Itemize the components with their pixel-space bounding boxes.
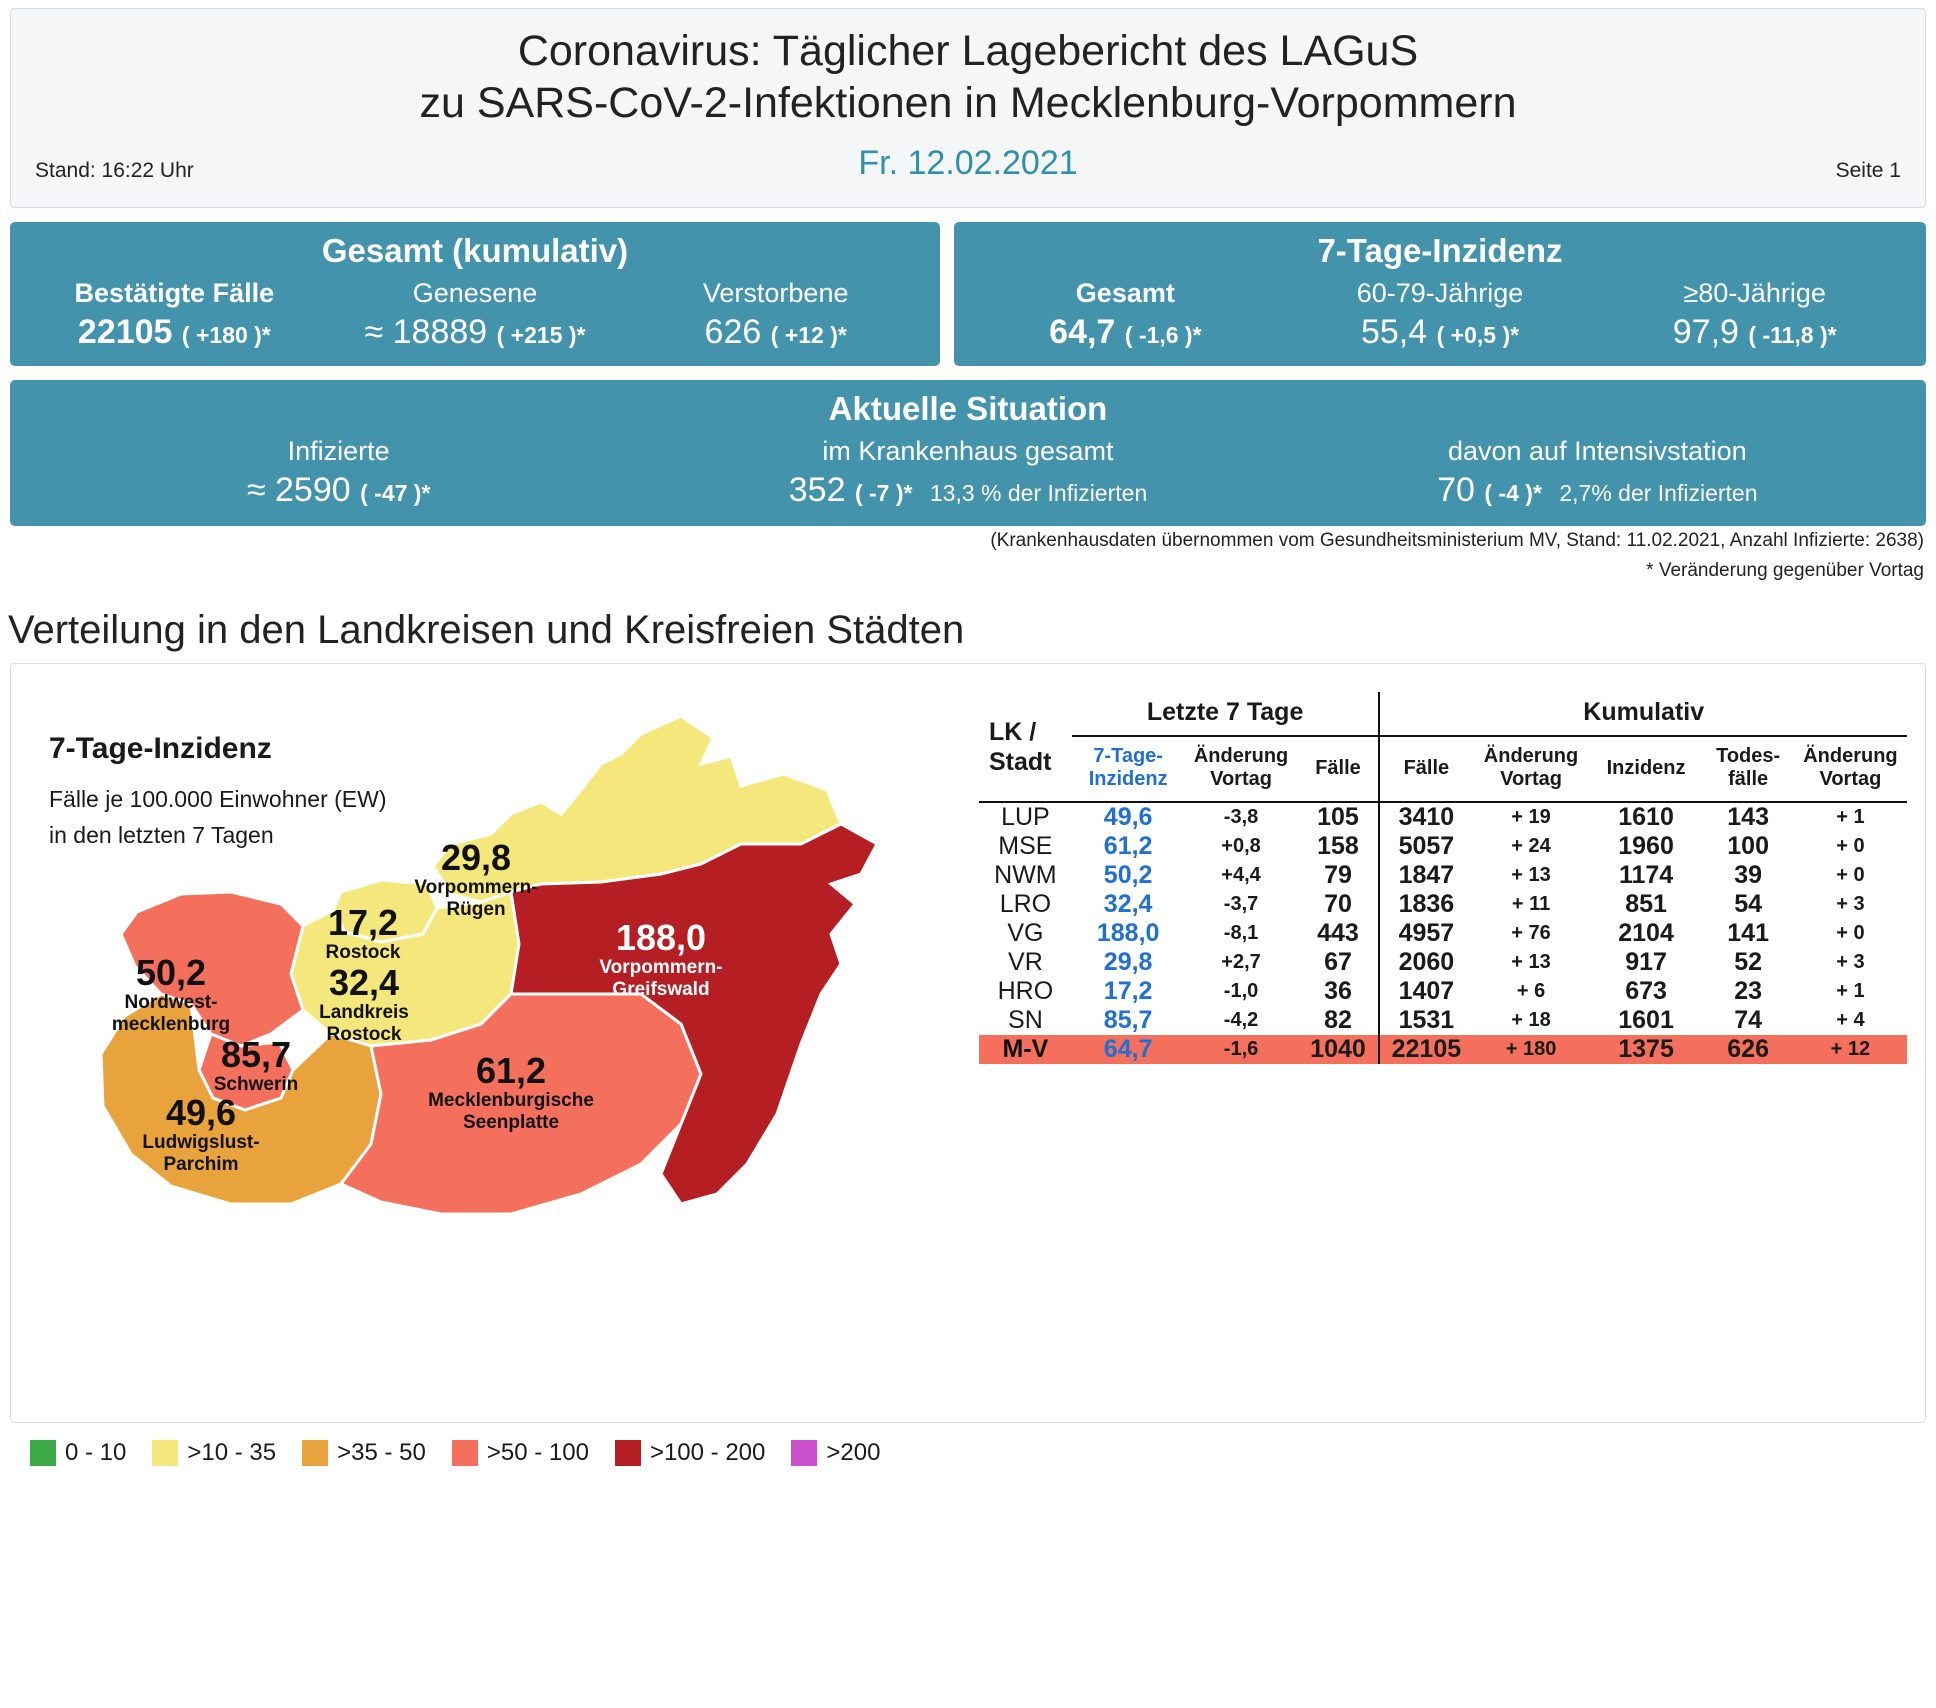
inzidenz-60-79-value <box>1283 313 1598 352</box>
cell-chg7-total: -1,6 <box>1185 1035 1298 1064</box>
page-number: Seite 1 <box>1835 158 1901 182</box>
map-legend-sub-line2: in den letzten 7 Tagen <box>49 821 274 848</box>
cell-tod: 52 <box>1734 948 1763 976</box>
map-value-ludwigslust-parchim: 49,6 <box>165 1092 237 1133</box>
report-header <box>10 8 1926 208</box>
cell-tod-chg: + 4 <box>1836 1009 1865 1031</box>
map-name-nordwestmecklenburg-2: mecklenburg <box>111 1013 231 1035</box>
situation-infizierte-delta: ( -47 )* <box>360 480 431 506</box>
table-row[interactable] <box>979 832 1907 861</box>
map-name-vorpommern-greifswald-1: Vorpommern- <box>599 956 723 978</box>
situation-infizierte <box>24 436 653 510</box>
col-header-aenderung-vortag-7t: Änderung Vortag <box>1185 736 1298 802</box>
legend-swatch-200plus <box>791 1440 817 1466</box>
map-legend-title: 7-Tage-Inzidenz <box>49 732 272 765</box>
cell-inz7: 50,2 <box>1103 861 1153 889</box>
cell-tod: 23 <box>1734 977 1763 1005</box>
situation-intensiv-pct: 2,7% der Infizierten <box>1559 480 1758 506</box>
inzidenz-60-79-label: 60-79-Jährige <box>1356 278 1524 308</box>
cell-tod: 74 <box>1734 1006 1763 1034</box>
gesamt-bestaetigte-number: 22105 <box>77 313 173 351</box>
legend-swatch-10-35 <box>152 1440 178 1466</box>
cell-chg7: -8,1 <box>1223 922 1259 944</box>
inzidenz-columns <box>968 278 1912 352</box>
col-header-lk-line1: LK / <box>989 717 1037 746</box>
cell-lk: VR <box>1008 948 1043 976</box>
legend-label-35-50: >35 - 50 <box>337 1439 426 1466</box>
situation-krankenhaus-value <box>653 471 1282 510</box>
col-header-faelle-kumulativ: Fälle <box>1379 736 1472 802</box>
map-value-rostock: 17,2 <box>327 902 399 943</box>
situation-infizierte-value <box>24 471 653 510</box>
cell-lk-total: M-V <box>979 1035 1072 1064</box>
inzidenz-80plus-number: 97,9 <box>1672 313 1739 351</box>
cell-inz: 673 <box>1625 977 1667 1005</box>
cell-chg7: +0,8 <box>1221 835 1261 857</box>
group-header-letzte-7-tage: Letzte 7 Tage <box>1072 692 1380 736</box>
distribution-panel <box>10 663 1926 1423</box>
cell-inz-total: 1375 <box>1590 1035 1703 1064</box>
inzidenz-gesamt <box>968 278 1283 352</box>
situation-intensiv <box>1283 436 1912 510</box>
col-header-lk-line2: Stadt <box>989 747 1052 776</box>
gesamt-genesene-label: Genesene <box>412 278 538 308</box>
cell-faelle7-total: 1040 <box>1298 1035 1380 1064</box>
map-name-mse-1: Mecklenburgische <box>428 1089 594 1111</box>
cell-faelle7: 443 <box>1298 919 1380 948</box>
cell-inz: 851 <box>1625 890 1667 918</box>
cell-inz: 1174 <box>1618 861 1674 889</box>
col-header-aenderung-vortag-kum: Änderung Vortag <box>1472 736 1589 802</box>
legend-item-35-50 <box>302 1439 426 1467</box>
cell-lk: VG <box>1007 919 1044 947</box>
gesamt-kumulativ-box <box>10 222 940 366</box>
map-value-mecklenburgische-seenplatte: 61,2 <box>475 1050 547 1091</box>
legend-swatch-35-50 <box>302 1440 328 1466</box>
map-name-vorpommern-ruegen-1: Vorpommern- <box>414 876 538 898</box>
cell-tod-chg: + 0 <box>1836 922 1865 944</box>
gesamt-bestaetigte-value <box>24 313 325 352</box>
cell-inz7: 49,6 <box>1103 803 1153 831</box>
table-row[interactable] <box>979 802 1907 832</box>
cell-tod-chg: + 1 <box>1836 806 1865 828</box>
legend-swatch-100-200 <box>615 1440 641 1466</box>
legend-label-200plus: >200 <box>826 1439 881 1466</box>
legend-swatch-0-10 <box>30 1440 56 1466</box>
cell-tod: 141 <box>1727 919 1769 947</box>
cell-faelle7: 158 <box>1298 832 1380 861</box>
cell-inz: 1610 <box>1618 803 1674 831</box>
map-area <box>11 664 971 1422</box>
page-title <box>35 25 1901 130</box>
situation-krankenhaus-delta: ( -7 )* <box>854 480 913 506</box>
map-name-lup-2: Parchim <box>163 1153 239 1175</box>
map-name-vorpommern-ruegen-2: Rügen <box>446 898 506 920</box>
map-name-lup-1: Ludwigslust- <box>142 1131 260 1153</box>
kreise-table-area <box>971 664 1925 1422</box>
cell-chg: + 24 <box>1511 835 1551 857</box>
map-value-nordwestmecklenburg: 50,2 <box>135 952 207 993</box>
inzidenz-60-79 <box>1283 278 1598 352</box>
legend-label-50-100: >50 - 100 <box>486 1439 589 1466</box>
gesamt-genesene-number: ≈ 18889 <box>364 313 488 351</box>
inzidenz-80plus-value <box>1597 313 1912 352</box>
table-row[interactable] <box>979 890 1907 919</box>
page-title-line2: zu SARS-CoV-2-Infektionen in Mecklenburg-Vorpommern <box>419 79 1517 128</box>
group-header-kumulativ: Kumulativ <box>1379 692 1907 736</box>
legend-swatch-50-100 <box>452 1440 478 1466</box>
cell-lk: MSE <box>998 832 1053 860</box>
situation-columns <box>24 436 1912 510</box>
inzidenz-60-79-delta: ( +0,5 )* <box>1436 322 1520 348</box>
cell-faelle7: 67 <box>1298 948 1380 977</box>
cell-lk: HRO <box>997 977 1054 1005</box>
inzidenz-gesamt-delta: ( -1,6 )* <box>1124 322 1202 348</box>
gesamt-verstorbene-value <box>625 313 926 352</box>
cell-chg: + 19 <box>1511 806 1551 828</box>
col-header-lk-stadt <box>979 692 1072 802</box>
cell-chg7: -3,8 <box>1223 806 1259 828</box>
star-footnote: * Veränderung gegenüber Vortag <box>1646 560 1924 581</box>
section-title: Verteilung in den Landkreisen und Kreisfreien Städten <box>8 608 965 652</box>
legend-item-10-35 <box>152 1439 276 1467</box>
cell-lk: LUP <box>1001 803 1050 831</box>
cell-lk: SN <box>1008 1006 1043 1034</box>
map-value-landkreis-rostock: 32,4 <box>328 962 400 1003</box>
cell-tod: 100 <box>1727 832 1769 860</box>
situation-intensiv-delta: ( -4 )* <box>1484 480 1542 506</box>
map-name-mse-2: Seenplatte <box>462 1111 560 1133</box>
page-title-line1: Coronavirus: Täglicher Lagebericht des LAGuS <box>517 27 1419 75</box>
cell-chg-total: + 180 <box>1472 1035 1589 1064</box>
cell-inz7: 61,2 <box>1103 832 1153 860</box>
incidence-legend <box>30 1439 1936 1467</box>
col-header-todesfaelle: Todes- fälle <box>1702 736 1793 802</box>
cell-tod-chg: + 1 <box>1836 980 1865 1002</box>
cell-chg: + 13 <box>1511 864 1551 886</box>
cell-faelle7: 36 <box>1298 977 1380 1006</box>
map-value-vorpommern-ruegen: 29,8 <box>440 837 512 878</box>
gesamt-bestaetigte-faelle <box>24 278 325 352</box>
gesamt-bestaetigte-delta: ( +180 )* <box>181 322 271 348</box>
table-row[interactable] <box>979 861 1907 890</box>
inzidenz-box <box>954 222 1926 366</box>
cell-faelle: 2060 <box>1398 948 1455 976</box>
gesamt-genesene <box>325 278 626 352</box>
cell-tod: 39 <box>1734 861 1763 889</box>
legend-item-200plus <box>791 1439 880 1467</box>
col-header-aenderung-vortag-tod: Änderung Vortag <box>1794 736 1907 802</box>
cell-inz: 1960 <box>1618 832 1674 860</box>
inzidenz-80plus-delta: ( -11,8 )* <box>1748 322 1837 348</box>
gesamt-verstorbene-number: 626 <box>704 313 762 351</box>
cell-inz7: 17,2 <box>1103 977 1153 1005</box>
situation-krankenhaus <box>653 436 1282 510</box>
situation-intensiv-value <box>1283 471 1912 510</box>
cell-tod-chg: + 3 <box>1836 951 1865 973</box>
cell-faelle: 1847 <box>1398 861 1455 889</box>
table-row[interactable] <box>979 1006 1907 1035</box>
cell-faelle: 4957 <box>1398 919 1455 947</box>
legend-label-0-10: 0 - 10 <box>65 1439 127 1466</box>
cell-inz7: 188,0 <box>1096 919 1160 947</box>
kreise-table-body <box>979 802 1907 1064</box>
cell-faelle7: 70 <box>1298 890 1380 919</box>
col-header-7-tage-inzidenz: 7-Tage- Inzidenz <box>1072 736 1185 802</box>
cell-chg: + 18 <box>1511 1009 1551 1031</box>
cell-faelle-total: 22105 <box>1379 1035 1472 1064</box>
inzidenz-gesamt-value <box>968 313 1283 352</box>
cell-chg7: -1,0 <box>1223 980 1259 1002</box>
kreise-subheader-row <box>979 736 1907 802</box>
cell-faelle7: 82 <box>1298 1006 1380 1035</box>
cell-chg: + 6 <box>1516 980 1546 1002</box>
cell-tod-chg: + 3 <box>1836 893 1865 915</box>
cell-faelle: 1531 <box>1398 1006 1455 1034</box>
table-row[interactable] <box>979 948 1907 977</box>
kreise-group-header-row <box>979 692 1907 736</box>
map-name-landkreis-rostock-1: Landkreis <box>319 1001 409 1023</box>
legend-label-100-200: >100 - 200 <box>649 1439 766 1466</box>
inzidenz-gesamt-label: Gesamt <box>1075 278 1175 308</box>
cell-tod-chg-total: + 12 <box>1794 1035 1907 1064</box>
situation-box-title: Aktuelle Situation <box>828 390 1108 427</box>
table-row-total[interactable] <box>979 1035 1907 1064</box>
map-value-vorpommern-greifswald: 188,0 <box>615 917 707 958</box>
situation-krankenhaus-number: 352 <box>788 471 846 509</box>
situation-intensiv-number: 70 <box>1437 471 1475 509</box>
map-name-nordwestmecklenburg-1: Nordwest- <box>124 991 218 1013</box>
cell-faelle: 1836 <box>1398 890 1455 918</box>
cell-chg7: +2,7 <box>1221 951 1261 973</box>
hospital-footnote: (Krankenhausdaten übernommen vom Gesundheitsministerium MV, Stand: 11.02.2021, Anzahl Infizierte: 2638) <box>990 530 1924 551</box>
header-meta-row <box>35 144 1901 183</box>
cell-faelle: 5057 <box>1398 832 1455 860</box>
situation-krankenhaus-label: im Krankenhaus gesamt <box>822 436 1114 466</box>
cell-inz7: 85,7 <box>1103 1006 1153 1034</box>
cell-chg: + 76 <box>1511 922 1551 944</box>
gesamt-verstorbene <box>625 278 926 352</box>
inzidenz-box-title: 7-Tage-Inzidenz <box>1317 232 1563 269</box>
gesamt-verstorbene-delta: ( +12 )* <box>770 322 847 348</box>
situation-infizierte-number: ≈ 2590 <box>246 471 351 509</box>
cell-tod-chg: + 0 <box>1836 864 1865 886</box>
col-header-faelle-7t: Fälle <box>1298 736 1380 802</box>
inzidenz-80plus <box>1597 278 1912 352</box>
inzidenz-gesamt-number: 64,7 <box>1049 313 1116 351</box>
summary-box-row <box>10 222 1926 366</box>
mv-map <box>41 694 961 1394</box>
legend-label-10-35: >10 - 35 <box>187 1439 277 1466</box>
cell-chg: + 13 <box>1511 951 1551 973</box>
cell-chg: + 11 <box>1511 893 1551 915</box>
cell-tod: 54 <box>1734 890 1763 918</box>
cell-faelle7: 105 <box>1298 802 1380 832</box>
kreise-table-head <box>979 692 1907 802</box>
cell-chg7: -4,2 <box>1223 1009 1259 1031</box>
cell-tod-chg: + 0 <box>1836 835 1865 857</box>
map-name-landkreis-rostock-2: Rostock <box>326 1023 402 1045</box>
cell-inz7-total: 64,7 <box>1072 1035 1185 1064</box>
cell-inz: 2104 <box>1618 919 1674 947</box>
table-row[interactable] <box>979 977 1907 1006</box>
kreise-table <box>979 692 1907 1064</box>
cell-lk: NWM <box>994 861 1057 889</box>
cell-tod-total: 626 <box>1702 1035 1793 1064</box>
gesamt-genesene-delta: ( +215 )* <box>496 322 586 348</box>
inzidenz-60-79-number: 55,4 <box>1360 313 1428 351</box>
cell-lk: LRO <box>999 890 1052 918</box>
cell-faelle7: 79 <box>1298 861 1380 890</box>
stand-time: Stand: 16:22 Uhr <box>35 158 194 182</box>
cell-inz7: 29,8 <box>1103 948 1153 976</box>
situation-krankenhaus-pct: 13,3 % der Infizierten <box>929 480 1148 506</box>
aktuelle-situation-box <box>10 380 1926 526</box>
situation-infizierte-label: Infizierte <box>287 436 390 466</box>
situation-intensiv-label: davon auf Intensivstation <box>1447 436 1747 466</box>
legend-item-0-10 <box>30 1439 126 1467</box>
gesamt-box-title: Gesamt (kumulativ) <box>321 232 629 269</box>
map-name-vorpommern-greifswald-2: Greifswald <box>612 978 710 1000</box>
map-value-schwerin: 85,7 <box>220 1034 292 1075</box>
gesamt-genesene-value <box>325 313 626 352</box>
inzidenz-80plus-label: ≥80-Jährige <box>1683 278 1826 308</box>
legend-item-100-200 <box>615 1439 765 1467</box>
cell-tod: 143 <box>1727 803 1769 831</box>
report-date: Fr. 12.02.2021 <box>858 143 1078 182</box>
cell-chg7: -3,7 <box>1223 893 1259 915</box>
cell-chg7: +4,4 <box>1221 864 1261 886</box>
cell-inz: 917 <box>1625 948 1667 976</box>
cell-inz7: 32,4 <box>1103 890 1153 918</box>
legend-item-50-100 <box>452 1439 589 1467</box>
map-legend-sub-line1: Fälle je 100.000 Einwohner (EW) <box>49 786 387 812</box>
gesamt-bestaetigte-label: Bestätigte Fälle <box>74 278 275 308</box>
gesamt-verstorbene-label: Verstorbene <box>702 278 849 308</box>
cell-faelle: 1407 <box>1398 977 1455 1005</box>
table-row[interactable] <box>979 919 1907 948</box>
cell-faelle: 3410 <box>1398 803 1455 831</box>
map-name-rostock: Rostock <box>325 941 401 963</box>
map-name-schwerin: Schwerin <box>213 1073 299 1095</box>
col-header-inzidenz-kumulativ: Inzidenz <box>1590 736 1703 802</box>
gesamt-columns <box>24 278 926 352</box>
cell-inz: 1601 <box>1618 1006 1674 1034</box>
